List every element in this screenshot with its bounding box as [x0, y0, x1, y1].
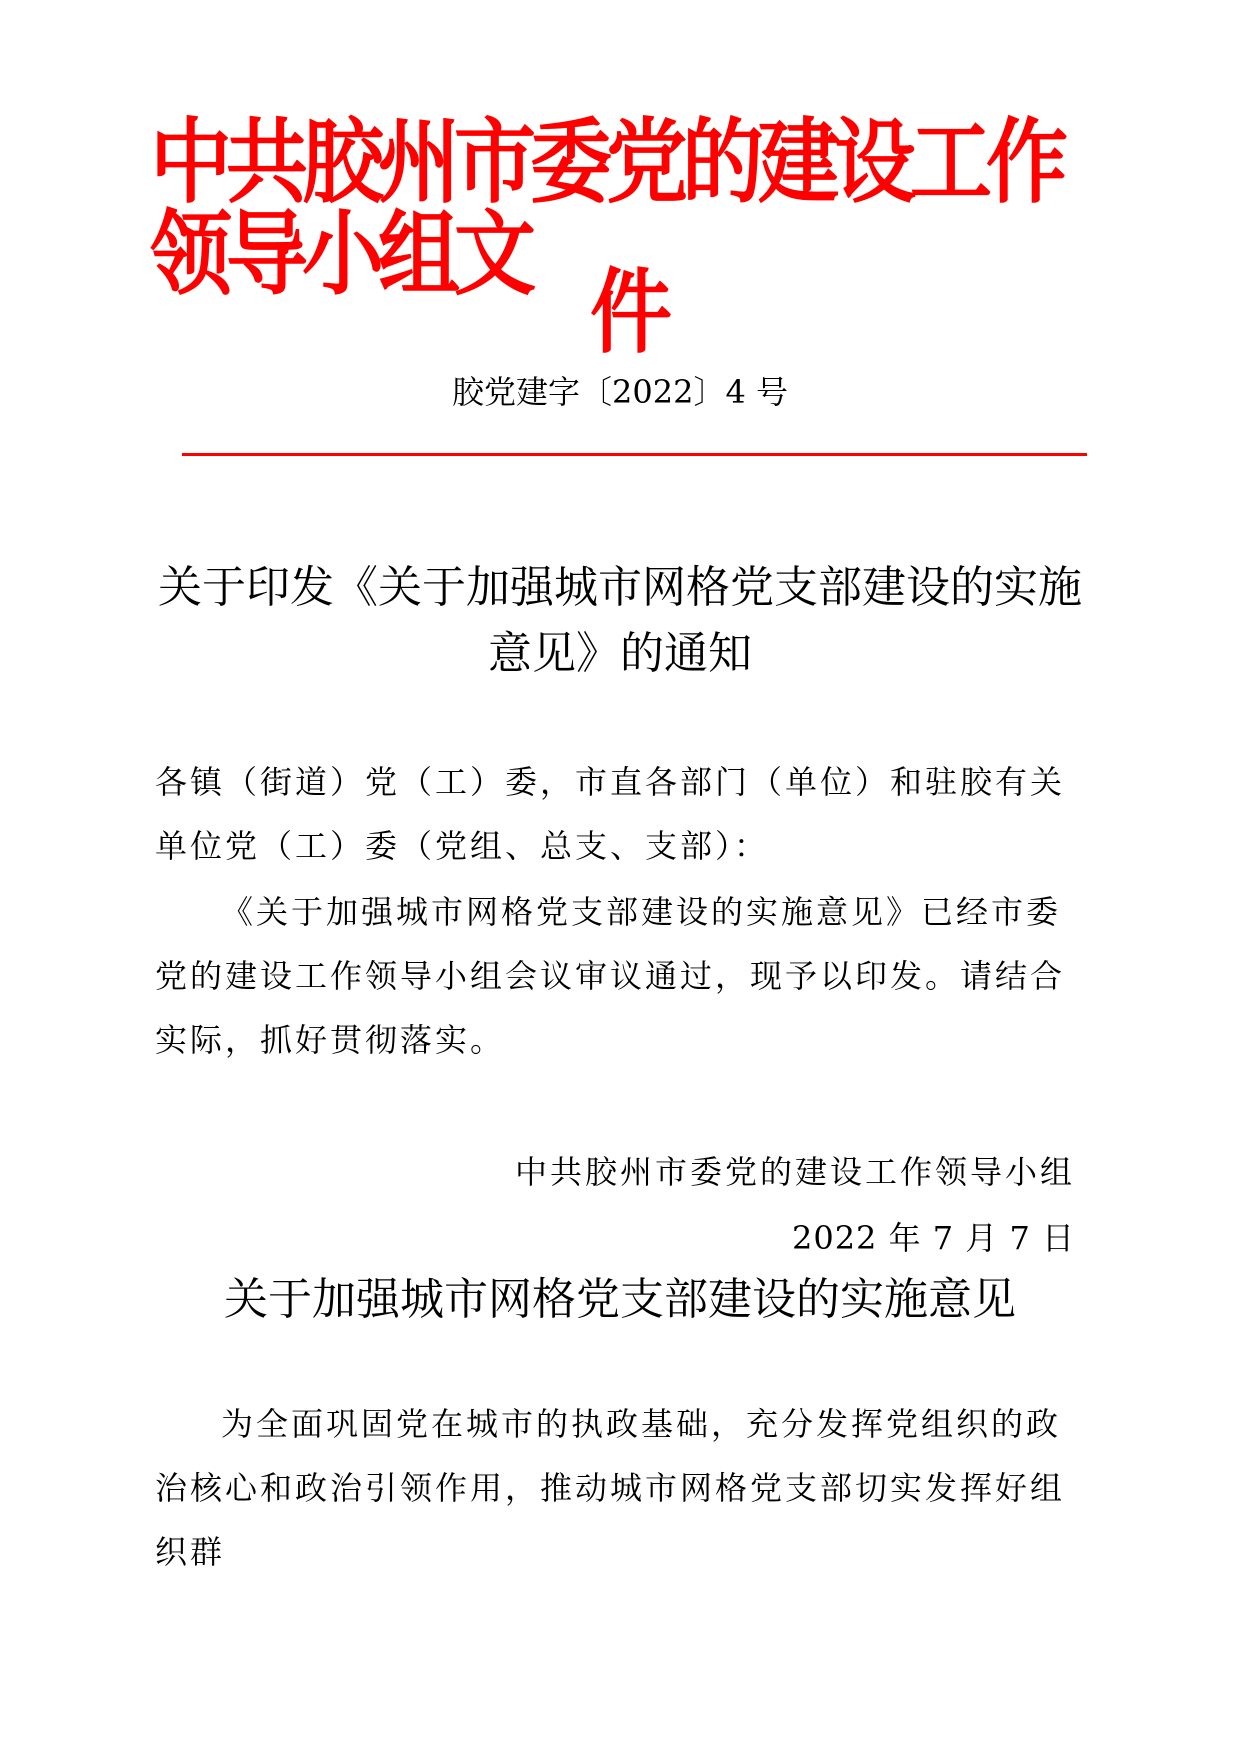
red-separator-line — [182, 453, 1087, 456]
addressee: 各镇（街道）党（工）委，市直各部门（单位）和驻胶有关单位党（工）委（党组、总支、支部）： — [155, 763, 1066, 865]
body-paragraph-2: 为全面巩固党在城市的执政基础，充分发挥党组织的政治核心和政治引领作用，推动城市网格党支部切实发挥好组织群 — [155, 1405, 1066, 1571]
body-paragraph-1: 《关于加强城市网格党支部建设的实施意见》已经市委党的建设工作领导小组会议审议通过，现予以印发。请结合实际，抓好贯彻落实。 — [155, 893, 1066, 1059]
signature-issuer: 中共胶州市委党的建设工作领导小组 — [514, 1153, 1075, 1191]
opinion-title: 关于加强城市网格党支部建设的实施意见 — [224, 1274, 1016, 1325]
document-number: 胶党建字〔2022〕4 号 — [452, 373, 788, 411]
signature-date: 2022 年 7 月 7 日 — [791, 1219, 1075, 1257]
masthead-title — [150, 110, 1090, 367]
masthead-line-2: 件 — [590, 260, 667, 367]
masthead-line-1: 中共胶州市委党的建设工作领导小组文 — [150, 110, 1063, 309]
notice-title: 关于印发《关于加强城市网格党支部建设的实施意见》的通知 — [158, 562, 1082, 679]
